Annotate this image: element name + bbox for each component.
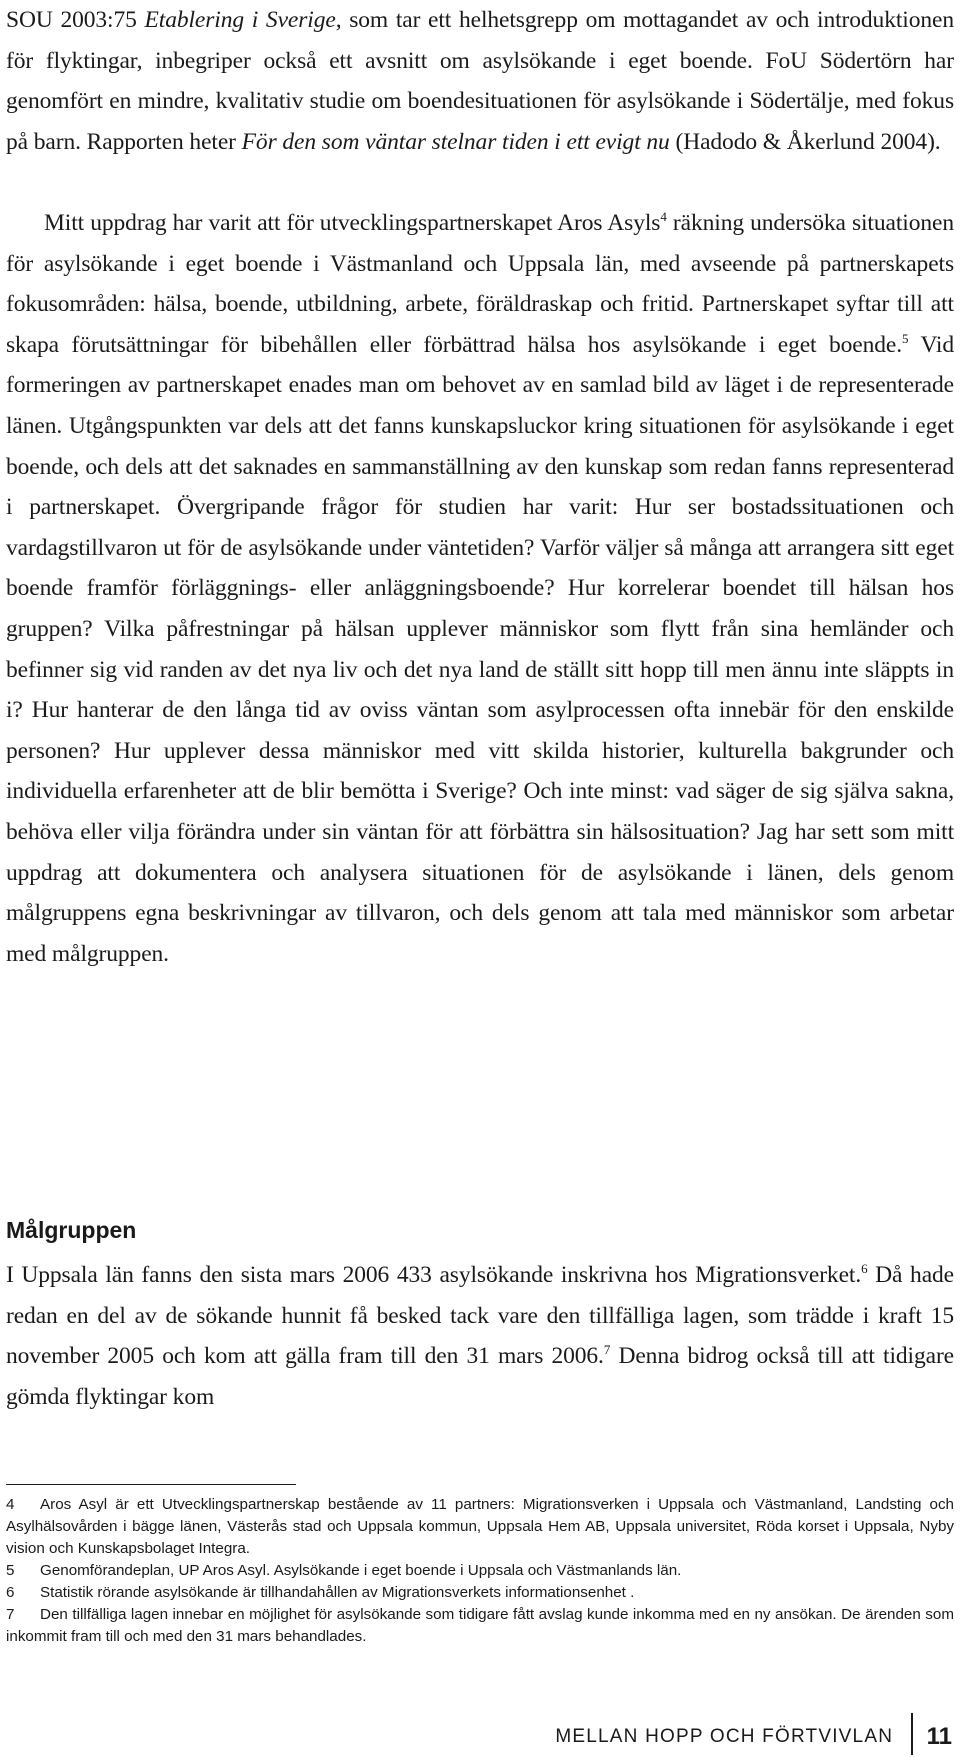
report-title-etablering: Etablering i Sverige [144,7,336,33]
page-footer [555,1712,952,1756]
footnote-7 [6,1604,954,1648]
footnote-6 [6,1582,954,1604]
footnote-number: 6 [6,1584,15,1601]
paragraph-intro-text-2: , som tar ett helhetsgrepp om mottagandet av och introduktionen för flyktingar, inbegriper också ett avsnitt om asylsökande i eget boende. FoU Södertörn har genomfört en mindre, kvalitativ studie om boendesituationen för asylsökande i Södertälje, med fokus på barn. Rapporten heter [6,7,954,155]
section-heading: Målgruppen [6,1217,137,1243]
page-number: 11 [926,1723,952,1750]
footnote-number: 5 [6,1562,15,1579]
paragraph-assignment [6,203,954,974]
paragraph-assignment-text-2: räkning undersöka situationen för asylsökande i eget boende i Västmanland och Uppsala län, med avseende på partnerskapets fokusområden: hälsa, boende, utbildning, arbete, föräldraskap och fritid. Partnerskapet syftar till att skapa förutsättningar för bibehållen eller förbättrad hälsa hos asylsökande i eget boende. [6,210,954,358]
report-title-sodertorn: För den som väntar stelnar tiden i ett evigt nu [241,128,670,155]
footnote-ref-4[interactable]: 4 [660,209,667,224]
paragraph-target-group [6,1255,954,1417]
footnote-text: Statistik rörande asylsökande är tillhandahållen av Migrationsverkets informationsenhet . [40,1584,635,1601]
footnote-5 [6,1560,954,1582]
paragraph-target-group-text-3: Denna bidrog också till att tidigare gömda flyktingar kom [6,1343,954,1410]
paragraph-intro [6,0,954,162]
footnote-number: 4 [6,1496,15,1513]
footnote-ref-5[interactable]: 5 [902,330,909,346]
running-title: MELLAN HOPP OCH FÖRTVIVLAN [555,1726,894,1747]
paragraph-assignment-text-1: Mitt uppdrag har varit att för utvecklingspartnerskapet Aros Asyls [44,210,661,236]
footnote-text: Den tillfälliga lagen innebar en möjlighet för asylsökande som tidigare fått avslag kunde inkomma med en ny ansökan. De ärenden som inkommit fram till och med den 31 mars behandlades. [6,1606,954,1645]
footer-divider [911,1713,913,1755]
footnote-4 [6,1494,954,1560]
footnote-number: 7 [6,1606,15,1623]
footnote-ref-7[interactable]: 7 [603,1342,611,1358]
paragraph-intro-text-1: SOU 2003:75 [6,7,145,33]
paragraph-assignment-text-3: Vid formeringen av partnerskapet enades man om behovet av en samlad bild av läget i de representerade länen. Utgångspunkten var dels att det fanns kunskapsluckor kring situationen för asylsökande i eget boende, och dels att det saknades en sammanställning av den kunskap som redan fanns representerad i partnerskapet. Övergripande frågor för studien har varit: Hur ser bostadssituationen och vardagstillvaron ut för de asylsökande under väntetiden? Varför väljer så många att arrangera sitt eget boende framför förläggnings- eller anläggningsboende? Hur korrelerar boendet till hälsan hos gruppen? Vilka påfrestningar på hälsan upplever människor som flytt från sina hemländer och befinner sig vid randen av det nya liv och det nya land de ställt sitt hopp till men ännu inte släppts in i? Hur hanterar de den långa tid av oviss väntan som asylprocessen ofta innebär för den enskilde personen? Hur upplever dessa människor med vitt skilda historier, kulturella bakgrunder och individuella erfarenheter att de blir bemötta i Sverige? Och inte minst: vad säger de sig själva sakna, behöva eller vilja förändra under sin väntan för att förbättra sin hälsosituation? Jag har sett som mitt uppdrag att dokumentera och analysera situationen för de asylsökande i länen, dels genom målgruppens egna beskrivningar av tillvaron, och dels genom att tala med människor som arbetar med målgruppen. [6,331,954,967]
paragraph-target-group-text-1: I Uppsala län fanns den sista mars 2006 433 asylsökande inskrivna hos Migrationsverket. [6,1262,862,1288]
footnote-text: Genomförandeplan, UP Aros Asyl. Asylsökande i eget boende i Uppsala och Västmanlands län. [40,1562,682,1579]
paragraph-target-group-text-2: Då hade redan en del av de sökande hunnit få besked tack vare den tillfälliga lagen, som trädde i kraft 15 november 2005 och kom att gälla fram till den 31 mars 2006. [6,1262,955,1370]
footnote-ref-6[interactable]: 6 [861,1261,868,1276]
footnote-separator [6,1484,296,1485]
paragraph-intro-text-3: (Hadodo & Åkerlund 2004). [669,128,941,155]
footnotes [6,1494,954,1648]
footnote-text: Aros Asyl är ett Utvecklingspartnerskap bestående av 11 partners: Migrationsverken i Uppsala och Västmanland, Landsting och Asylhälsovården i bägge länen, Västerås stad och Uppsala kommun, Uppsala Hem AB, Uppsala universitet, Röda korset i Uppsala, Nyby vision och Kunskapsbolaget Integra. [6,1496,954,1557]
